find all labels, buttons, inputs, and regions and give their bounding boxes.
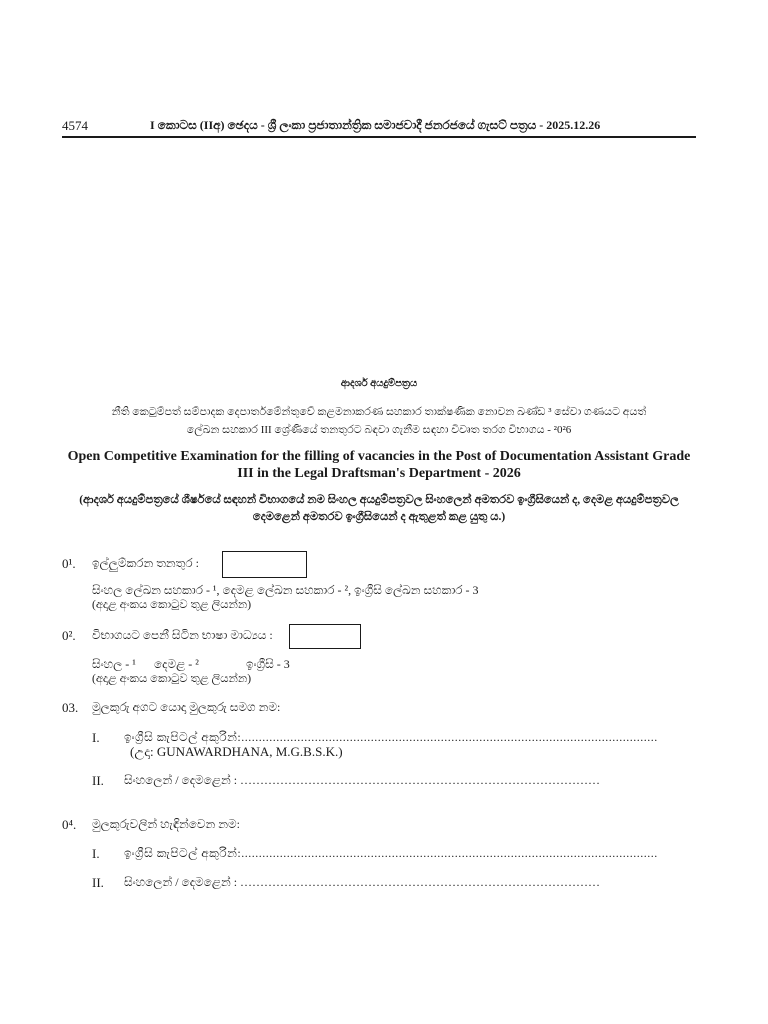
q4-sinhala-tamil-field[interactable]: සිංහලෙන් / දෙමළෙන් : ……………………………………………………………………………… (124, 875, 601, 889)
q4-number: 0⁴. (62, 817, 77, 832)
q2-option-english: ඉංග්‍රීසි - 3 (246, 657, 290, 671)
q1-hint: (අදාළ අංකය කොටුව තුළ ලියන්න) (92, 599, 252, 611)
exam-title-english-line2: III in the Legal Draftsman's Department - 2026 (237, 466, 521, 481)
q2-option-sinhala: සිංහල - ¹ (92, 657, 136, 671)
q1-number: 0¹. (62, 556, 76, 571)
q1-label: ඉල්ලුම්කරන තනතුර : (92, 556, 200, 570)
gazette-header-title: I කොටස (IIඅ) ඡෙදය - ශ්‍රී ලංකා ප්‍රජාතාන්ත්‍රික සමාජවාදී ජනරජයේ ගැසට් පත්‍රය - 2025.12.26 (150, 118, 601, 132)
q4-ii-roman: II. (92, 875, 104, 890)
exam-title-english-line1: Open Competitive Examination for the filling of vacancies in the Post of Documentation Assistant Grade (67, 449, 691, 464)
page-number: 4574 (62, 118, 88, 133)
instruction-note-line2: දෙමළෙන් අමතරව ඉංග්‍රීසියෙන් ද ඇතුළත් කළ යුතු ය.) (252, 511, 506, 523)
q4-i-roman: I. (92, 846, 100, 861)
q3-label: මුලකුරු අගට යොදා මුලකුරු සමග නම: (92, 700, 281, 714)
q3-example: (උදා: GUNAWARDHANA, M.G.B.S.K.) (130, 744, 343, 759)
q2-label: විභාගයට පෙනී සිටින භාෂා මාධ්‍යය : (92, 628, 273, 642)
q1-options: සිංහල ලේඛන සහකාර - ¹, දෙමළ ලේඛන සහකාර - ², ඉංග්‍රීසි ලේඛන සහකාර - 3 (92, 583, 479, 597)
q2-option-tamil: දෙමළ - ² (154, 657, 199, 671)
exam-title-sinhala-line2: ලේඛන සහකාර III ශ්‍රේණියේ තනතුරට බඳවා ගැනීම සඳහා විවෘත තරග විභාගය - ²0²6 (186, 424, 572, 436)
q4-english-capitals-field[interactable]: ඉංග්‍රීසි කැපිටල් අකුරින්:....................................................................................................................... (124, 846, 658, 860)
q3-i-roman: I. (92, 730, 100, 745)
post-number-box[interactable] (222, 551, 307, 578)
form-title: ආදර්ශ අයදුම්පත්‍රය (340, 378, 418, 389)
q3-ii-roman: II. (92, 773, 104, 788)
q3-number: 03. (62, 700, 79, 715)
q4-label: මුලකුරුවලින් හැඳින්වෙන නම: (92, 817, 240, 831)
language-medium-box[interactable] (289, 624, 361, 649)
header-divider (62, 136, 696, 138)
instruction-note-line1: (ආදර්ශ අයදුම්පත්‍රයේ ශීර්ෂයේ සඳහන් විභාගයේ නම සිංහල අයදුම්පත්‍රවල සිංහලෙන් අමතරව ඉංග්‍රීසියෙන් ද, දෙමළ අයදුම්පත්‍රවල (79, 494, 679, 506)
q3-english-capitals-field[interactable]: ඉංග්‍රීසි කැපිටල් අකුරින්:....................................................................................................................... (124, 730, 658, 744)
q3-sinhala-tamil-field[interactable]: සිංහලෙන් / දෙමළෙන් : ……………………………………………………………………………… (124, 773, 601, 787)
q2-hint: (අදාළ අංකය කොටුව තුළ ලියන්න) (92, 673, 252, 685)
exam-title-sinhala-line1: නීති කෙටුම්පත් සම්පාදක දෙපාර්තමේන්තුවේ කළමනාකරණ සහකාර තාක්ෂණික නොවන ඛණ්ඩ ³ සේවා ගණයට අයත් (111, 406, 647, 418)
q2-number: 0². (62, 628, 76, 643)
